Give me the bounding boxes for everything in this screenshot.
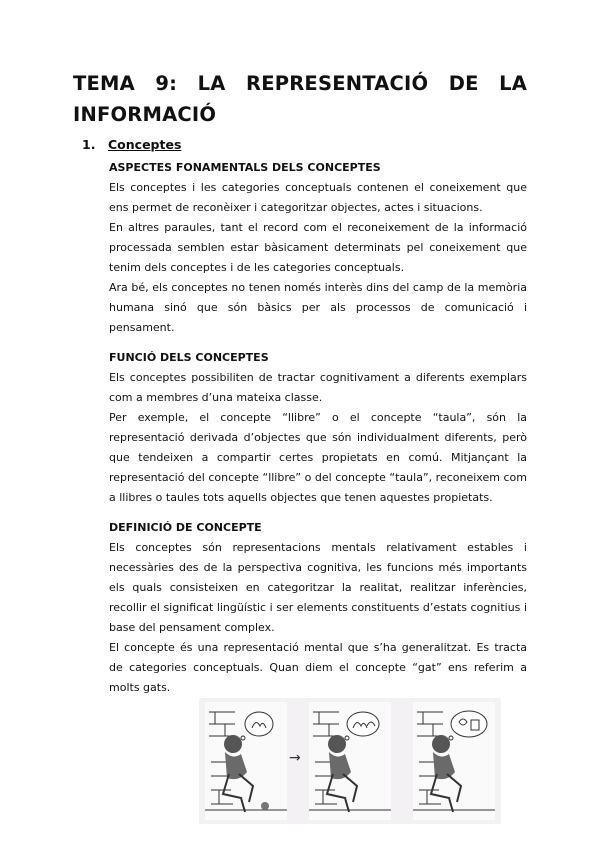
subheading-aspectes: ASPECTES FONAMENTALS DELS CONCEPTES [109, 161, 381, 174]
content-body [109, 158, 527, 698]
paragraph: Per exemple, el concepte “llibre” o el concepte “taula”, són la representació derivada d’objectes que són individualment diferents, però que tendeixen a compartir certes propietats en comú. Mitjançant la representació del concepte “llibre” o del concepte “taula”, reconeixem com a llibres o taules tots aquells objectes que tenen aquestes propietats. [109, 411, 527, 504]
thinker-panel-2 [309, 702, 391, 820]
paragraph: Els conceptes són representacions mentals relativament estables i necessàries des de la perspectiva cognitiva, les funcions més importants els quals consisteixen en categoritzar la realitat, realitzar inferències, recollir el significat lingüístic i ser elements constituents d’estats cognitius i base del pensament complex. [109, 541, 527, 634]
paragraph: En altres paraules, tant el record com el reconeixement de la informació processada semblen estar bàsicament determinats pel coneixement que tenim dels conceptes i de les categories conceptuals. [109, 221, 527, 274]
section-heading [82, 137, 181, 152]
paragraph: Els conceptes i les categories conceptuals contenen el coneixement que ens permet de reconèixer i categoritzar objectes, actes i situacions. [109, 181, 527, 214]
subheading-funcio: FUNCIÓ DELS CONCEPTES [109, 351, 269, 364]
section-number: 1. [82, 137, 96, 152]
concept-illustration [199, 698, 501, 824]
paragraph: Ara bé, els conceptes no tenen només interès dins del camp de la memòria humana sinó que són bàsics per als processos de comunicació i pensament. [109, 281, 527, 334]
thinker-panel-1 [205, 702, 287, 820]
title-line-1: TEMA 9: LA REPRESENTACIÓ DE LA [73, 72, 527, 95]
paragraph: Els conceptes possibiliten de tractar cognitivament a diferents exemplars com a membres d’una mateixa classe. [109, 371, 527, 404]
arrow-icon: → [289, 750, 301, 766]
thinker-panel-3 [413, 702, 495, 820]
section-label: Conceptes [108, 137, 182, 152]
page-title [73, 68, 527, 130]
subheading-definicio: DEFINICIÓ DE CONCEPTE [109, 521, 262, 534]
title-line-2: INFORMACIÓ [73, 103, 217, 126]
paragraph: El concepte és una representació mental que s’ha generalitzat. Es tracta de categories conceptuals. Quan diem el concepte “gat” ens referim a molts gats. [109, 641, 527, 694]
